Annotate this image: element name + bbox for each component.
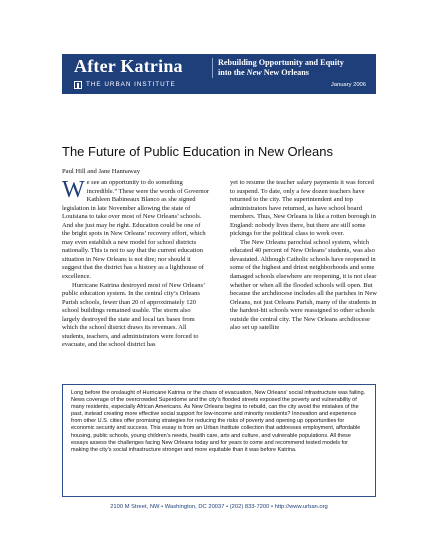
right-col-paragraph-1: yet to resume the teacher salary payments it was forced to suspend. To date, only a few dozen teachers have returned to the city. The superintendent and top administrators have returned, as have school board members. Thus, New Orleans is like a rotten borough in England: nobody lives there, but there are still some pickings for the political class to work over. — [230, 179, 376, 238]
series-abstract-box — [62, 384, 376, 497]
banner-divider — [212, 58, 213, 78]
subtitle-line2-pre: into the — [218, 68, 247, 77]
drop-cap: W — [62, 177, 85, 203]
subtitle-line2-post: New Orleans — [261, 68, 309, 77]
article-authors: Paul Hill and Jane Hannaway — [62, 168, 141, 175]
left-col-paragraph-1 — [62, 179, 210, 282]
series-abstract-text: Long before the onslaught of Hurricane Katrina or the chaos of evacuation, New Orleans’ social infrastructure was failing. News coverage of the overcrowded Superdome and the city’s flooded streets exposed the poverty and vulnerability of many residents, especially African Americans. As New Orleans begins to rebuild, can the city avoid the mistakes of the past, instead creating more effective social support for low-income and minority residents? Innovation and experience from other U.S. cities offer promising strategies for reducing the risks of poverty and opening up opportunities for economic security and success. This essay is from an Urban Institute collection that addresses employment, affordable housing, public schools, young children’s needs, health care, arts and culture, and vulnerable populations. All these essays assess the challenges facing New Orleans today and for years to come and recommend tested models for making the city’s social infrastructure stronger and more equitable than it was before Katrina. — [71, 390, 366, 453]
subtitle-line2-em: New — [246, 68, 262, 77]
org-name: THE URBAN INSTITUTE — [86, 81, 176, 88]
series-subtitle — [218, 58, 368, 78]
urban-institute-logo-icon — [74, 81, 82, 89]
subtitle-line1: Rebuilding Opportunity and Equity — [218, 58, 344, 67]
right-col-paragraph-2: The New Orleans parochial school system, which educated 40 percent of New Orleans’ students, was also devastated. Although Catholic schools have reopened in some of the highest and driest neighborhoods and some damaged schools elsewhere are reopening, it is not clear whether or when all the flooded schools will open. But because the archdiocese includes all the parishes in New Orleans, not just Orleans Parish, many of the students in the hardest-hit schools were reassigned to other schools outside the central city. The New Orleans archdiocese also set up satellite — [230, 238, 377, 332]
left-col-p1-text: e see an opportunity to do something incredible.” These were the words of Governor Kathleen Babineaux Blanco as she signed legislation in late November allowing the state of Louisiana to take over most of New Orleans’ schools. And she just may be right. Education could be one of the bright spots in New Orleans’ recovery effort, which may even establish a new model for school districts nationally. This is not to say that the current education situation in New Orleans is not dire; nor should it suggest that the district has a history as a lighthouse of excellence. — [62, 179, 210, 281]
article-title: The Future of Public Education in New Orleans — [62, 144, 333, 159]
series-banner — [62, 54, 376, 94]
left-column — [62, 179, 210, 350]
publication-date: January 2006 — [330, 82, 366, 88]
contact-footer: 2100 M Street, NW • Washington, DC 20037 • (202) 833-7200 • http://www.urban.org — [110, 504, 328, 510]
series-title: After Katrina — [74, 56, 183, 76]
right-column — [230, 179, 378, 333]
left-col-paragraph-2: Hurricane Katrina destroyed most of New Orleans’ public education system. In the central city’s Orleans Parish schools, fewer than 20 of approximately 120 school buildings remained usable. The storm also largely destroyed the state and local tax bases from which the school district draws its revenues. All students, teachers, and administrators were forced to evacuate, and the school district has — [62, 281, 205, 349]
